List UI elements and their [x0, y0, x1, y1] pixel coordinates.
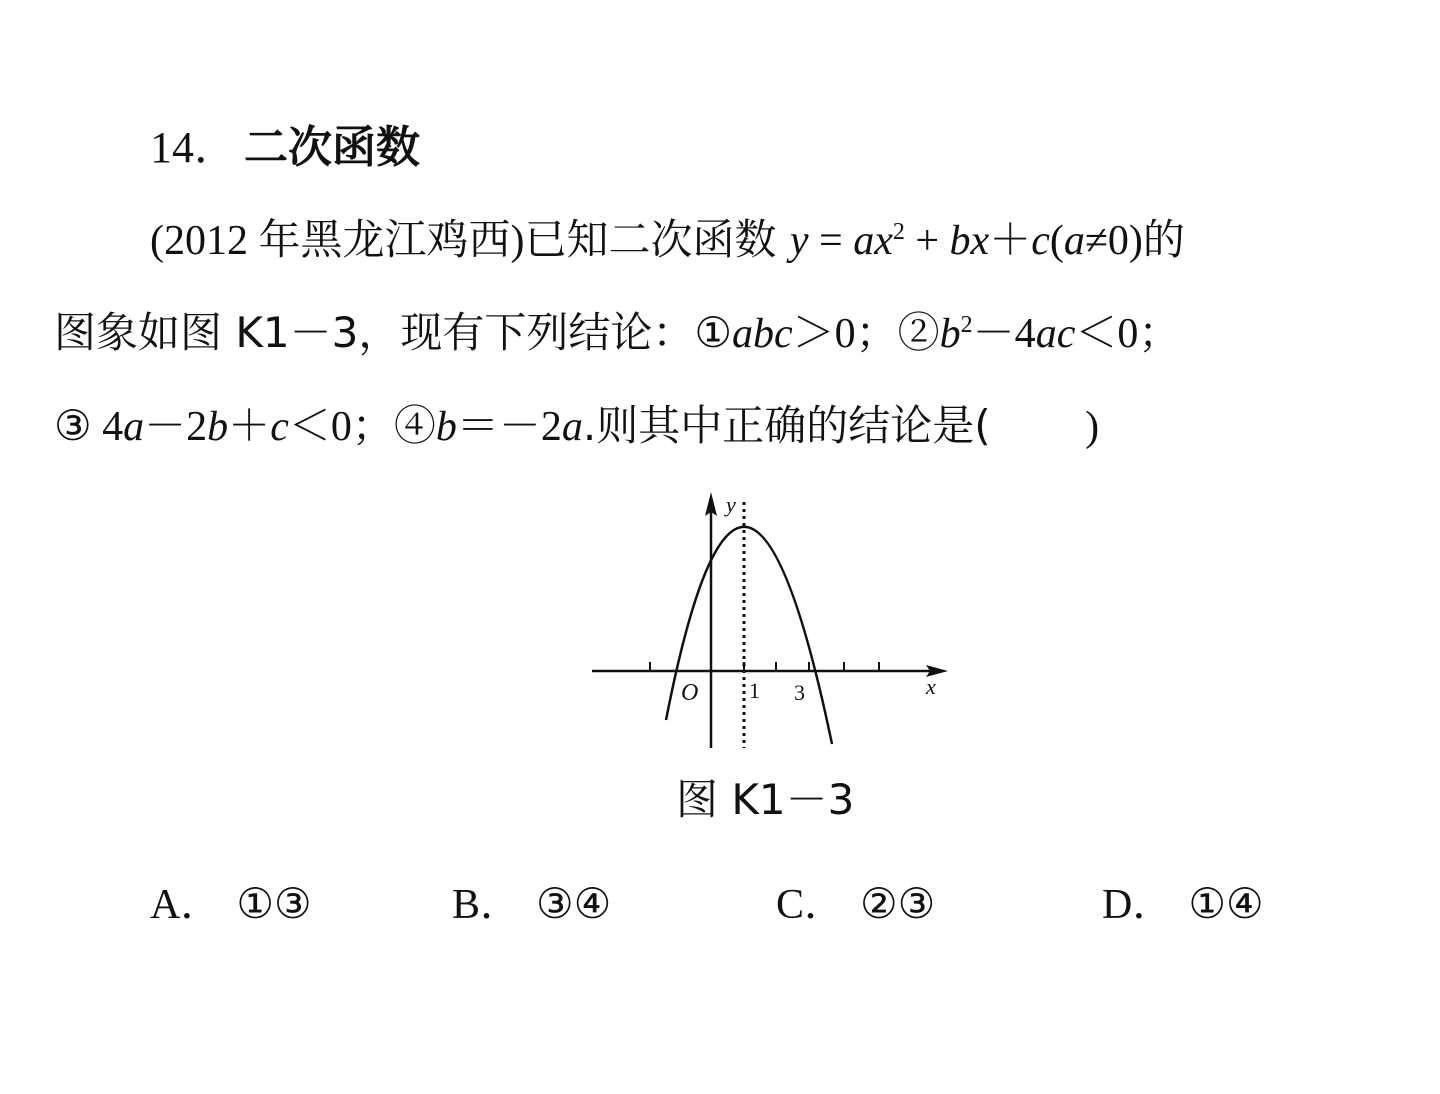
question-heading: [150, 120, 420, 176]
question-text-line-2: 图象如图 K1－3，现有下列结论：①abc＞0；$②b^2-4ac<0$；: [54, 308, 1181, 357]
option-a[interactable]: A． ①③: [150, 879, 312, 928]
tick-label-1: 1: [749, 678, 760, 703]
origin-label: O: [681, 680, 699, 706]
option-d[interactable]: D． ①④: [1102, 879, 1264, 928]
question-text-line-3: ③ 4a－2b＋c＜0；④b＝－2a.则其中正确的结论是( ): [54, 401, 1100, 450]
tick-label-3: 3: [794, 680, 805, 705]
question-title: 二次函数: [244, 122, 420, 173]
parabola-curve: [666, 527, 832, 744]
y-axis-label: y: [726, 492, 736, 517]
answer-blank: [991, 404, 1086, 450]
option-b[interactable]: B． ③④: [452, 879, 612, 928]
question-number: 14．: [150, 123, 238, 172]
x-axis-ticks: [650, 662, 879, 671]
parabola-graph: [590, 488, 950, 758]
figure-caption: 图 K1－3: [676, 775, 855, 824]
question-text-line-1: (2012 年黑龙江鸡西)已知二次函数 $y = ax^2 + bx+c(a\ne 0)$的: [150, 215, 1185, 264]
option-c[interactable]: C． ②③: [776, 879, 936, 928]
x-axis-label: x: [926, 674, 936, 699]
parabola-figure: [590, 488, 950, 758]
question-source: (2012 年黑龙江鸡西): [150, 218, 525, 264]
